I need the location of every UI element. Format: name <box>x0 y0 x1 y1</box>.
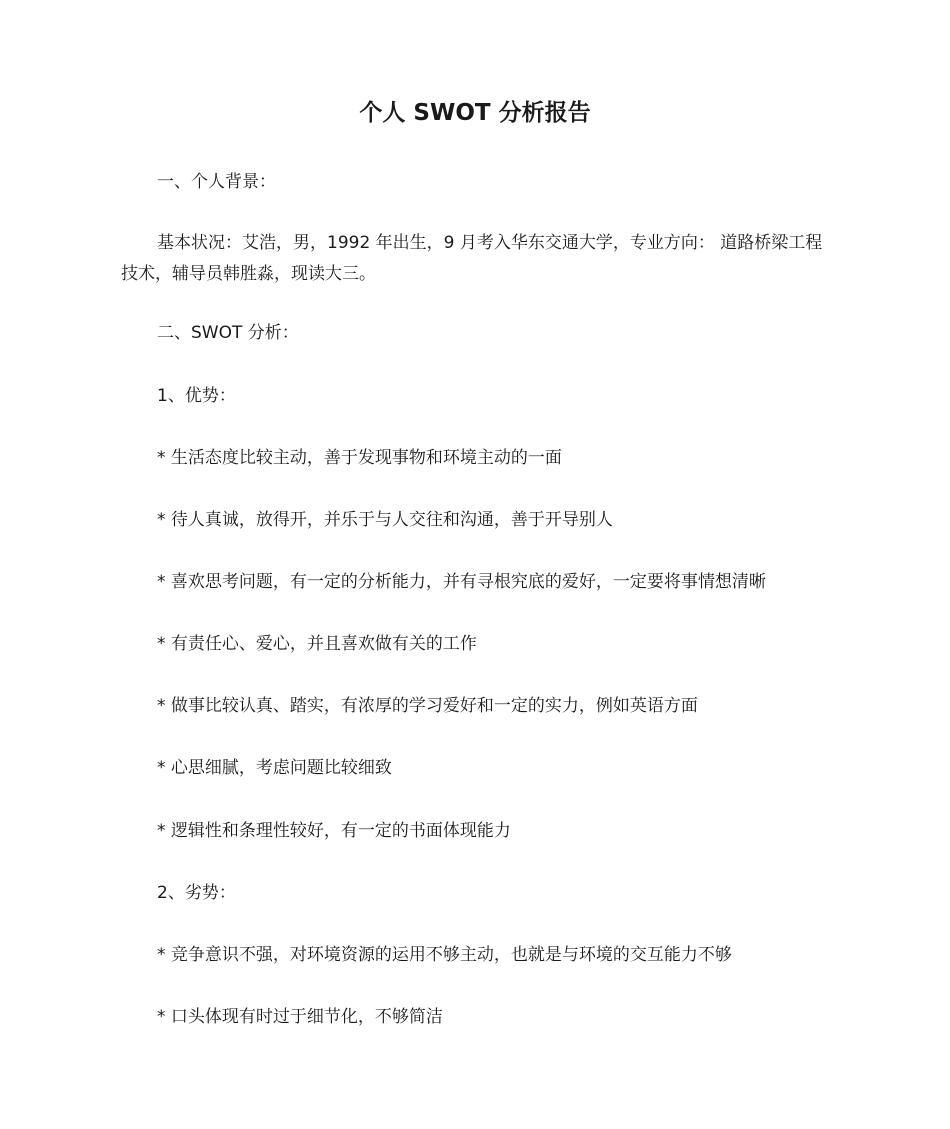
weakness-item: * 竞争意识不强，对环境资源的运用不够主动，也就是与环境的交互能力不够 <box>157 945 732 965</box>
document-title: 个人 SWOT 分析报告 <box>359 100 591 126</box>
background-paragraph: 基本状况：艾浩，男，1992 年出生，9 月考入华东交通大学，专业方向： 道路桥梁工程技术，辅导员韩胜淼，现读大三。 <box>121 233 823 284</box>
strength-item: * 生活态度比较主动，善于发现事物和环境主动的一面 <box>157 448 562 468</box>
strength-item: * 心思细腻，考虑问题比较细致 <box>157 758 392 778</box>
strength-item: * 待人真诚，放得开，并乐于与人交往和沟通，善于开导别人 <box>157 510 613 530</box>
weakness-item: * 口头体现有时过于细节化，不够简洁 <box>157 1007 443 1027</box>
section-heading-swot: 二、SWOT 分析： <box>157 323 299 343</box>
strength-item: * 逻辑性和条理性较好，有一定的书面体现能力 <box>157 821 511 841</box>
strength-item: * 有责任心、爱心，并且喜欢做有关的工作 <box>157 634 477 654</box>
section-heading-background: 一、个人背景： <box>157 172 276 192</box>
strength-item: * 做事比较认真、踏实，有浓厚的学习爱好和一定的实力，例如英语方面 <box>157 696 698 716</box>
strengths-heading: 1、优势： <box>157 386 236 406</box>
strength-item: * 喜欢思考问题，有一定的分析能力，并有寻根究底的爱好，一定要将事情想清晰 <box>157 572 766 592</box>
weaknesses-heading: 2、劣势： <box>157 883 236 903</box>
